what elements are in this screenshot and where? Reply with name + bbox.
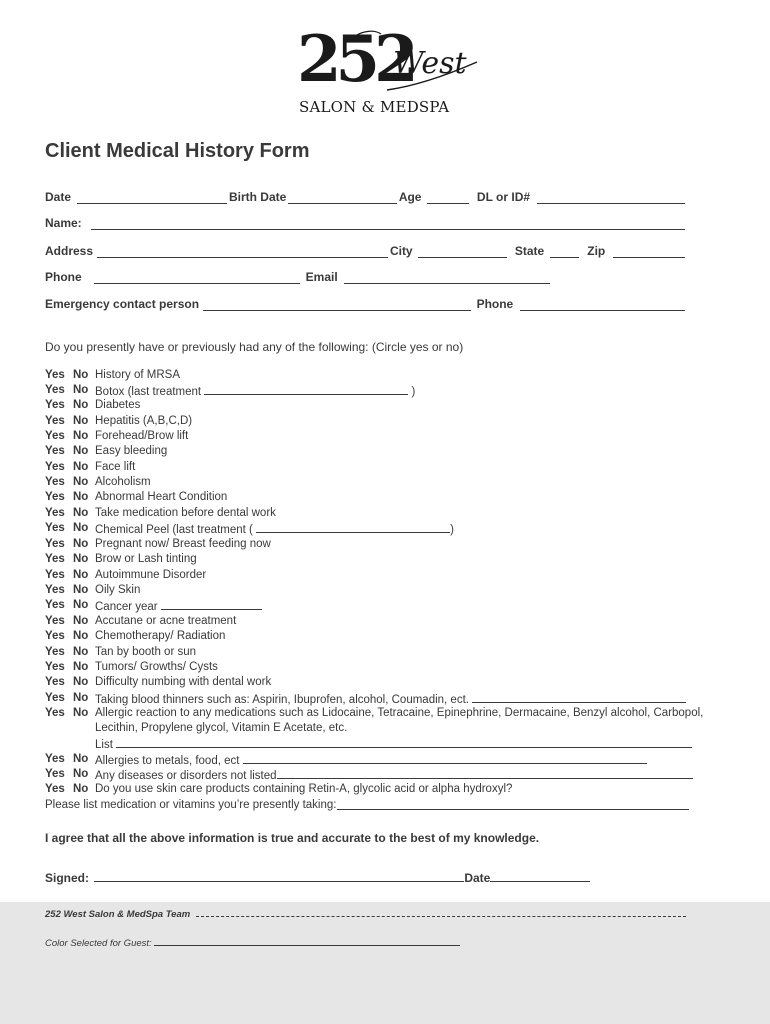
no-option[interactable]: No — [73, 538, 89, 550]
question-text: Face lift — [95, 461, 136, 473]
no-option[interactable]: No — [73, 661, 89, 673]
logo-script: West — [393, 46, 467, 81]
signed-label: Signed: — [45, 871, 89, 885]
color-row — [45, 936, 460, 949]
yes-option[interactable]: Yes — [45, 522, 65, 534]
question-text: Allergic reaction to any medications such as Lidocaine, Tetracaine, Epinephrine, Dermacaine, Benzyl alcohol, Carbopol, — [95, 707, 704, 719]
no-option[interactable]: No — [73, 615, 89, 627]
peel-date-field[interactable] — [256, 522, 450, 533]
close-paren: ) — [450, 524, 454, 536]
question-text: History of MRSA — [95, 369, 180, 381]
page-title: Client Medical History Form — [45, 140, 310, 162]
logo-number: 252 — [297, 22, 413, 97]
yes-option[interactable]: Yes — [45, 615, 65, 627]
yes-option[interactable]: Yes — [45, 661, 65, 673]
yes-option[interactable]: Yes — [45, 415, 65, 427]
yes-option[interactable]: Yes — [45, 476, 65, 488]
city-field[interactable] — [418, 246, 507, 258]
phone2-label: Phone — [476, 297, 514, 311]
question-text: Cancer year — [95, 601, 158, 613]
dl-field[interactable] — [537, 192, 685, 204]
no-option[interactable]: No — [73, 476, 89, 488]
question-text: Chemical Peel (last treatment ( — [95, 524, 253, 536]
name-field[interactable] — [91, 218, 685, 230]
diseases-field[interactable] — [277, 768, 693, 779]
birth-date-label: Birth Date — [228, 190, 287, 204]
row-address — [45, 242, 685, 258]
signature-field[interactable] — [94, 870, 464, 882]
close-paren: ) — [411, 386, 416, 398]
question-text: Alcoholism — [95, 476, 151, 488]
yes-option[interactable]: Yes — [45, 707, 65, 719]
address-label: Address — [45, 244, 94, 258]
question-text: Autoimmune Disorder — [95, 569, 207, 581]
no-option[interactable]: No — [73, 522, 89, 534]
question-text: Chemotherapy/ Radiation — [95, 630, 226, 642]
signed-date-label: Date — [464, 871, 491, 885]
yes-option[interactable]: Yes — [45, 692, 65, 704]
phone-label: Phone — [45, 270, 82, 284]
email-field[interactable] — [344, 272, 550, 284]
emergency-field[interactable] — [203, 299, 471, 311]
allergic-continuation: Lecithin, Propylene glycol, Vitamin E Acetate, etc. — [95, 722, 348, 734]
zip-label: Zip — [587, 244, 606, 258]
yes-option[interactable]: Yes — [45, 783, 65, 795]
question-text: Tumors/ Growths/ Cysts — [95, 661, 218, 673]
yes-option[interactable]: Yes — [45, 384, 65, 396]
signed-date-field[interactable] — [490, 870, 590, 882]
zip-field[interactable] — [613, 246, 685, 258]
list-label: List — [95, 739, 113, 751]
team-row — [45, 909, 686, 920]
list-row — [95, 737, 692, 751]
no-option[interactable]: No — [73, 430, 89, 442]
row-name — [45, 214, 685, 230]
row-phone — [45, 268, 685, 284]
question-text: Pregnant now/ Breast feeding now — [95, 538, 271, 550]
name-label: Name: — [45, 216, 82, 230]
yes-option[interactable]: Yes — [45, 753, 65, 765]
question-text: Forehead/Brow lift — [95, 430, 189, 442]
question-text: Easy bleeding — [95, 445, 168, 457]
color-field[interactable] — [154, 936, 460, 946]
agreement-text: I agree that all the above information is true and accurate to the best of my knowledge. — [45, 831, 540, 845]
state-field[interactable] — [550, 246, 579, 258]
color-label: Color Selected for Guest: — [45, 938, 152, 949]
yes-option[interactable]: Yes — [45, 430, 65, 442]
question-text: Diabetes — [95, 399, 141, 411]
age-label: Age — [398, 190, 422, 204]
no-option[interactable]: No — [73, 507, 89, 519]
no-option[interactable]: No — [73, 646, 89, 658]
yes-option[interactable]: Yes — [45, 646, 65, 658]
signature-row — [45, 870, 590, 885]
no-option[interactable]: No — [73, 415, 89, 427]
allergies-field[interactable] — [243, 753, 647, 764]
no-option[interactable]: No — [73, 584, 89, 596]
yes-option[interactable]: Yes — [45, 461, 65, 473]
yes-option[interactable]: Yes — [45, 768, 65, 780]
yes-option[interactable]: Yes — [45, 599, 65, 611]
no-option[interactable]: No — [73, 445, 89, 457]
no-option[interactable]: No — [73, 707, 89, 719]
no-option[interactable]: No — [73, 676, 89, 688]
question-text: Allergies to metals, food, ect — [95, 755, 240, 767]
yes-option[interactable]: Yes — [45, 507, 65, 519]
state-label: State — [514, 244, 545, 258]
question-text: Brow or Lash tinting — [95, 553, 197, 565]
yes-option[interactable]: Yes — [45, 538, 65, 550]
question-text: Do you use skin care products containing Retin-A, glycolic acid or alpha hydroxyl? — [95, 783, 513, 795]
yes-option[interactable]: Yes — [45, 569, 65, 581]
yes-option[interactable]: Yes — [45, 676, 65, 688]
no-option[interactable]: No — [73, 768, 89, 780]
question-text: Oily Skin — [95, 584, 141, 596]
address-field[interactable] — [97, 246, 388, 258]
botox-date-field[interactable] — [204, 384, 408, 395]
no-option[interactable]: No — [73, 753, 89, 765]
no-option[interactable]: No — [73, 692, 89, 704]
row-date — [45, 188, 685, 204]
staff-footer — [0, 902, 770, 1024]
yes-option[interactable]: Yes — [45, 553, 65, 565]
no-option[interactable]: No — [73, 630, 89, 642]
date-label: Date — [45, 190, 72, 204]
no-option[interactable]: No — [73, 553, 89, 565]
yes-option[interactable]: Yes — [45, 491, 65, 503]
medication-field[interactable] — [337, 799, 689, 810]
question-text: Take medication before dental work — [95, 507, 276, 519]
question-text: Hepatitis (A,B,C,D) — [95, 415, 193, 427]
cancer-year-field[interactable] — [161, 599, 262, 610]
question-text: Any diseases or disorders not listed — [95, 770, 277, 782]
yes-option[interactable]: Yes — [45, 445, 65, 457]
medication-label: Please list medication or vitamins you’re presently taking: — [45, 799, 337, 811]
yes-option[interactable]: Yes — [45, 584, 65, 596]
team-label: 252 West Salon & MedSpa Team — [45, 909, 191, 920]
logo-subtitle: SALON & MEDSPA — [299, 98, 450, 116]
intro-text: Do you presently have or previously had any of the following: (Circle yes or no) — [45, 340, 464, 354]
emergency-label: Emergency contact person — [45, 297, 200, 311]
phone-field[interactable] — [94, 272, 300, 284]
date-field[interactable] — [77, 192, 227, 204]
yes-option[interactable]: Yes — [45, 369, 65, 381]
salon-logo — [295, 22, 495, 123]
phone2-field[interactable] — [520, 299, 685, 311]
question-text: Abnormal Heart Condition — [95, 491, 228, 503]
birth-date-field[interactable] — [288, 192, 397, 204]
team-divider — [196, 909, 686, 917]
no-option[interactable]: No — [73, 491, 89, 503]
question-text: Taking blood thinners such as: Aspirin, Ibuprofen, alcohol, Coumadin, ect. — [95, 694, 469, 706]
no-option[interactable]: No — [73, 399, 89, 411]
dl-label: DL or ID# — [476, 190, 531, 204]
row-emergency — [45, 295, 685, 311]
age-field[interactable] — [427, 192, 468, 204]
yes-option[interactable]: Yes — [45, 630, 65, 642]
yes-option[interactable]: Yes — [45, 399, 65, 411]
no-option[interactable]: No — [73, 599, 89, 611]
question-text: Tan by booth or sun — [95, 646, 197, 658]
question-text: Difficulty numbing with dental work — [95, 676, 272, 688]
no-option[interactable]: No — [73, 783, 89, 795]
question-text: Accutane or acne treatment — [95, 615, 237, 627]
no-option[interactable]: No — [73, 369, 89, 381]
no-option[interactable]: No — [73, 461, 89, 473]
blood-thinner-field[interactable] — [472, 692, 686, 703]
list-field[interactable] — [116, 737, 692, 748]
email-label: Email — [305, 270, 338, 284]
question-text: Botox (last treatment — [95, 386, 202, 398]
no-option[interactable]: No — [73, 569, 89, 581]
city-label: City — [389, 244, 413, 258]
no-option[interactable]: No — [73, 384, 89, 396]
